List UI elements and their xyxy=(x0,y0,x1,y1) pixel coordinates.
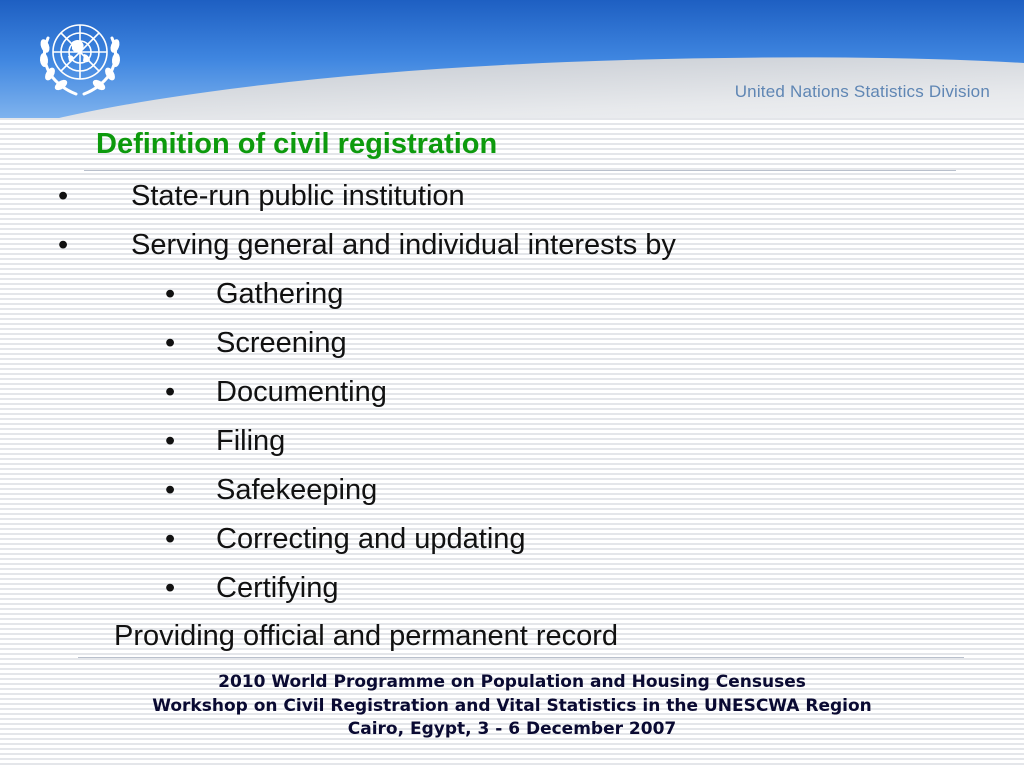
bullet-glyph: • xyxy=(165,278,176,310)
footer-line-location-date: Cairo, Egypt, 3 - 6 December 2007 xyxy=(347,719,677,739)
bullet-glyph: • xyxy=(165,327,176,359)
slide-title: Definition of civil registration xyxy=(96,128,498,160)
closing-statement: Providing official and permanent record xyxy=(114,620,619,652)
sub-bullet-text: Screening xyxy=(216,327,347,359)
bullet-glyph: • xyxy=(165,572,176,604)
sub-bullet-text: Certifying xyxy=(216,572,339,604)
bullet-glyph: • xyxy=(58,229,69,261)
header-swoosh xyxy=(0,37,1024,118)
sub-bullet-text: Safekeeping xyxy=(216,474,378,506)
sub-bullet-text: Gathering xyxy=(216,278,344,310)
bullet-text: State-run public institution xyxy=(131,180,465,212)
sub-bullet-text: Correcting and updating xyxy=(216,523,526,555)
title-divider xyxy=(84,170,956,171)
sub-bullet-text: Documenting xyxy=(216,376,387,408)
bullet-glyph: • xyxy=(165,523,176,555)
bullet-glyph: • xyxy=(165,376,176,408)
sub-bullet-text: Filing xyxy=(216,425,286,457)
footer-line-programme: 2010 World Programme on Population and Housing Censuses xyxy=(218,672,806,692)
footer xyxy=(0,671,1024,742)
un-emblem-logo xyxy=(28,8,132,104)
bullet-glyph: • xyxy=(58,180,69,212)
bullet-glyph: • xyxy=(165,425,176,457)
bullet-glyph: • xyxy=(165,474,176,506)
footer-divider xyxy=(78,657,964,658)
footer-line-workshop: Workshop on Civil Registration and Vital Statistics in the UNESCWA Region xyxy=(152,695,872,716)
header-banner xyxy=(0,0,1024,118)
division-name: United Nations Statistics Division xyxy=(734,82,990,101)
bullet-text: Serving general and individual interests by xyxy=(131,229,676,261)
